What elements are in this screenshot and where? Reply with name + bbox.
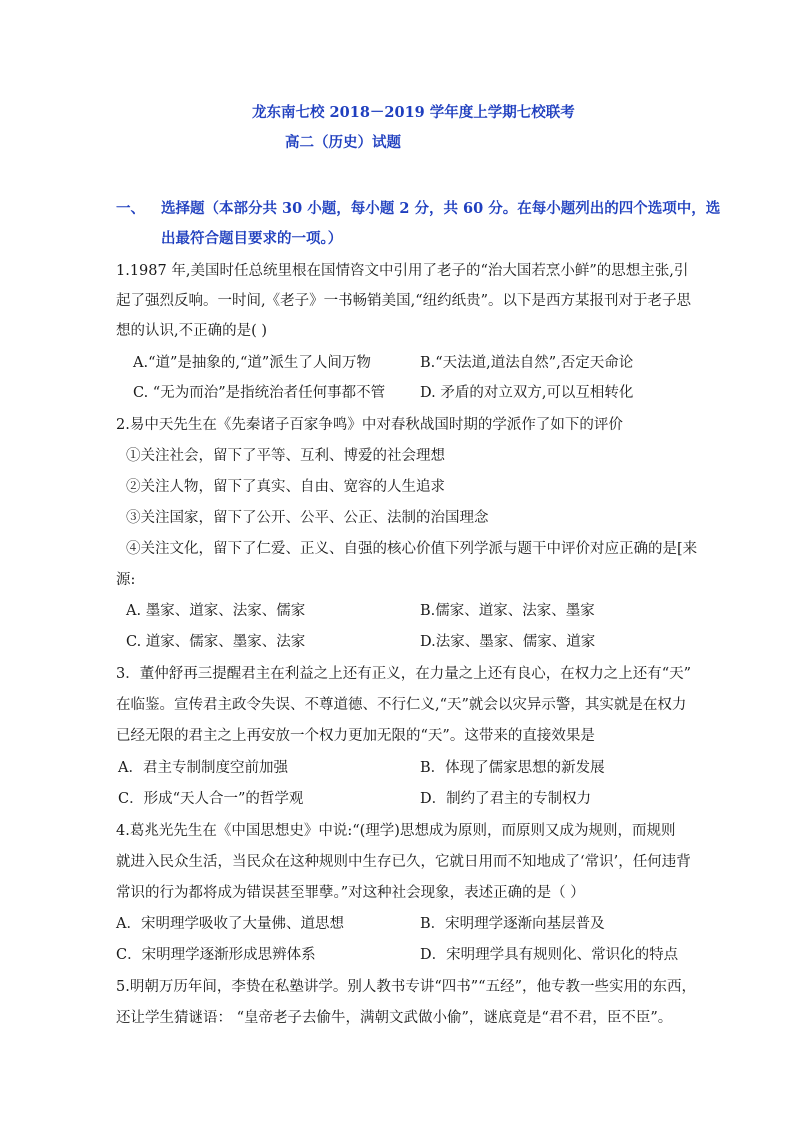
q1-stem-line1: 1.1987 年,美国时任总统里根在国情咨文中引用了老子的“治大国若烹小鲜”的思想主张,引 [116,263,689,279]
q2-item-1: ①关注社会，留下了平等、互利、博爱的社会理想 [126,448,445,464]
q1-option-b: B.“天法道,道法自然”,否定天命论 [420,355,634,371]
q2-option-a: A. 墨家、道家、法家、儒家 [126,603,306,619]
q1-option-d: D. 矛盾的对立双方,可以互相转化 [420,385,634,401]
q4-stem-line3: 常识的行为都将成为错误甚至罪孽。”对这种社会现象，表述正确的是（ ） [116,885,585,901]
q2-option-b: B.儒家、道家、法家、墨家 [420,603,595,619]
q5-stem-line2: 还让学生猜谜语： “皇帝老子去偷牛，满朝文武做小偷”，谜底竟是“君不君，臣不臣”。 [116,1010,673,1026]
section-instruction-line2: 出最符合题目要求的一项。） [161,230,343,247]
q2-item-4: ④关注文化，留下了仁爱、正义、自强的核心价值下列学派与题干中评价对应正确的是[来 [126,541,698,557]
q4-stem-line2: 就进入民众生活，当民众在这种规则中生存已久，它就日用而不知地成了‘常识’，任何违背 [116,854,691,870]
section-number: 一、 [116,200,145,217]
q4-option-d: D．宋明理学具有规则化、常识化的特点 [420,947,679,963]
q2-tail: 源: [116,572,136,588]
q4-stem-line1: 4.葛兆光先生在《中国思想史》中说:“(理学)思想成为原则，而原则又成为规则，而规则 [116,823,676,839]
q2-option-c: C. 道家、儒家、墨家、法家 [126,634,306,650]
q2-option-d: D.法家、墨家、儒家、道家 [420,634,596,650]
exam-title: 龙东南七校 2018－2019 学年度上学期七校联考 [252,104,575,121]
q4-option-b: B．宋明理学逐渐向基层普及 [420,916,605,932]
exam-subtitle: 高二（历史）试题 [285,134,401,151]
q1-stem-line3: 想的认识,不正确的是( ) [116,323,268,339]
q4-option-a: A．宋明理学吸收了大量佛、道思想 [116,916,344,932]
q4-option-c: C．宋明理学逐渐形成思辨体系 [116,947,316,963]
q1-option-a: A.“道”是抽象的,“道”派生了人间万物 [133,355,371,371]
q3-stem-line1: 3．董仲舒再三提醒君主在利益之上还有正义，在力量之上还有良心，在权力之上还有“天” [116,666,692,682]
q2-stem: 2.易中天先生在《先秦诸子百家争鸣》中对春秋战国时期的学派作了如下的评价 [116,417,623,433]
q3-option-b: B．体现了儒家思想的新发展 [420,760,605,776]
q2-item-3: ③关注国家，留下了公开、公平、公正、法制的治国理念 [126,510,489,526]
q3-stem-line2: 在临鉴。宣传君主政令失误、不尊道德、不行仁义,“天”就会以灾异示警，其实就是在权力 [116,697,687,713]
q5-stem-line1: 5.明朝万历年间，李贽在私塾讲学。别人教书专讲“四书”“五经”，他专教一些实用的东西， [116,979,696,995]
q2-item-2: ②关注人物，留下了真实、自由、宽容的人生追求 [126,479,445,495]
q3-option-a: A．君主专制制度空前加强 [118,760,288,776]
q3-option-d: D．制约了君主的专制权力 [420,791,592,807]
q1-stem-line2: 起了强烈反响。一时间,《老子》一书畅销美国,“纽约纸贵”。以下是西方某报刊对于老子思 [116,293,692,309]
section-instruction-line1: 选择题（本部分共 30 小题，每小题 2 分，共 60 分。在每小题列出的四个选项中，选 [161,200,721,217]
q1-option-c: C. “无为而治”是指统治者任何事都不管 [133,385,386,401]
q3-stem-line3: 已经无限的君主之上再安放一个权力更加无限的“天”。这带来的直接效果是 [116,728,595,744]
q3-option-c: C．形成“天人合一”的哲学观 [118,791,304,807]
